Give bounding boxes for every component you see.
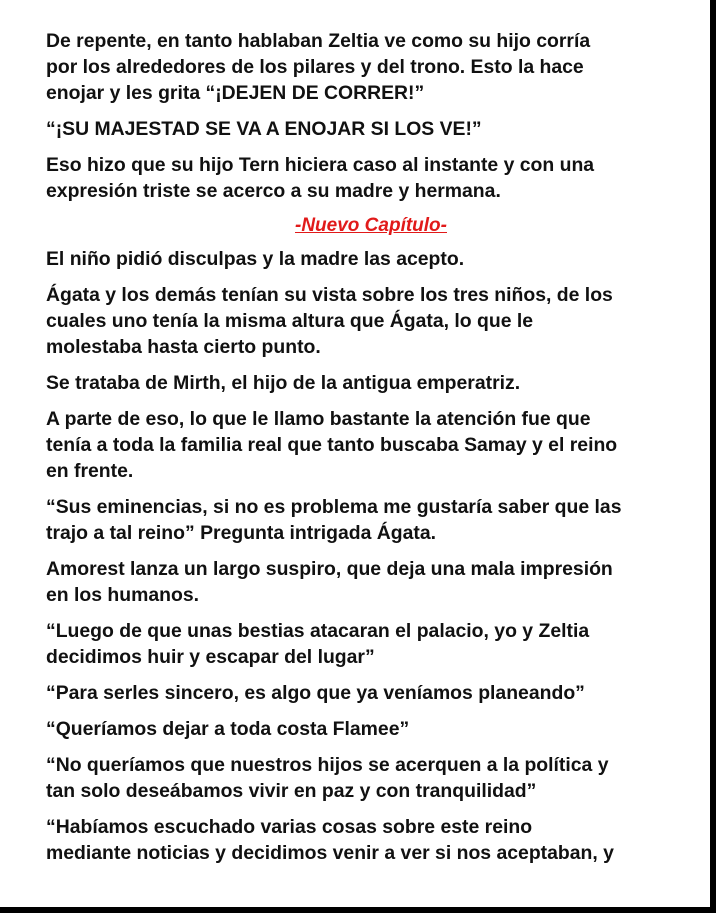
- paragraph: Se trataba de Mirth, el hijo de la antigua emperatriz.: [46, 372, 521, 394]
- chapter-heading: -Nuevo Capítulo-: [295, 215, 447, 236]
- paragraph: “Sus eminencias, si no es problema me gustaría saber que las trajo a tal reino” Pregunta intrigada Ágata.: [46, 496, 622, 544]
- paragraph: “Habíamos escuchado varias cosas sobre este reino mediante noticias y decidimos venir a ver si nos aceptaban, y: [46, 816, 614, 864]
- paragraph: “¡SU MAJESTAD SE VA A ENOJAR SI LOS VE!”: [46, 118, 482, 140]
- document-body: [46, 28, 696, 876]
- paragraph: El niño pidió disculpas y la madre las acepto.: [46, 248, 465, 270]
- paragraph: Ágata y los demás tenían su vista sobre los tres niños, de los cuales uno tenía la misma altura que Ágata, lo que le molestaba hasta cierto punto.: [46, 284, 613, 358]
- paragraph: De repente, en tanto hablaban Zeltia ve como su hijo corría por los alrededores de los pilares y del trono. Esto la hace enojar y les grita “¡DEJEN DE CORRER!”: [46, 30, 591, 104]
- paragraph: Eso hizo que su hijo Tern hiciera caso al instante y con una expresión triste se acerco a su madre y hermana.: [46, 154, 595, 202]
- paragraph: “Para serles sincero, es algo que ya veníamos planeando”: [46, 682, 585, 704]
- paragraph: Amorest lanza un largo suspiro, que deja una mala impresión en los humanos.: [46, 558, 613, 606]
- paragraph: “No queríamos que nuestros hijos se acerquen a la política y tan solo deseábamos vivir en paz y con tranquilidad”: [46, 754, 609, 802]
- paragraph: “Queríamos dejar a toda costa Flamee”: [46, 718, 410, 740]
- paragraph: A parte de eso, lo que le llamo bastante la atención fue que tenía a toda la familia real que tanto buscaba Samay y el reino en frente.: [46, 408, 618, 482]
- paragraph: “Luego de que unas bestias atacaran el palacio, yo y Zeltia decidimos huir y escapar del lugar”: [46, 620, 590, 668]
